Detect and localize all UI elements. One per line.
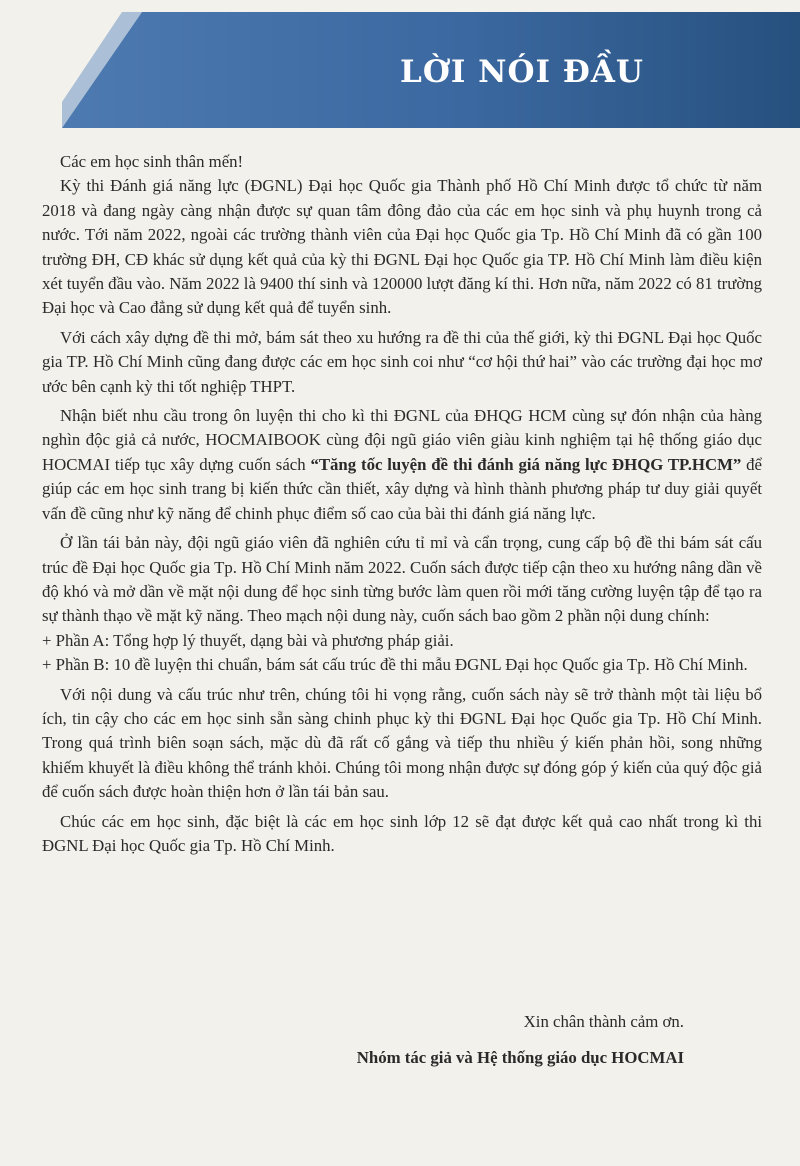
part-b-item: + Phần B: 10 đề luyện thi chuẩn, bám sát cấu trúc đề thi mẫu ĐGNL Đại học Quốc gia Tp. Hồ Chí Minh. — [42, 655, 748, 675]
paragraph-4: Ở lần tái bản này, đội ngũ giáo viên đã nghiên cứu tỉ mỉ và cẩn trọng, cung cấp bộ đề thi bám sát cấu trúc đề Đại học Quốc gia Tp. Hồ Chí Minh năm 2022. Cuốn sách được tiếp cận theo xu hướng nâng dần về độ khó và mở dần về mặt nội dung để học sinh từng bước làm quen rồi mới tăng cường luyện tập để tạo ra sự thành thạo về mặt kỹ năng. Theo mạch nội dung này, cuốn sách bao gồm 2 phần nội dung chính: — [42, 533, 762, 626]
header-banner — [62, 12, 800, 130]
paragraph-6: Chúc các em học sinh, đặc biệt là các em học sinh lớp 12 sẽ đạt được kết quả cao nhất trong kì thi ĐGNL Đại học Quốc gia Tp. Hồ Chí Minh. — [42, 811, 762, 855]
paragraph-3 — [42, 404, 762, 526]
signature: Nhóm tác giả và Hệ thống giáo dục HOCMAI — [356, 1048, 684, 1067]
greeting: Các em học sinh thân mến! — [60, 152, 244, 171]
page-title: LỜI NÓI ĐẦU — [400, 54, 644, 90]
paragraph-3-intro: Nhận biết nhu cầu trong ôn luyện thi cho kì thi ĐGNL của ĐHQG HCM cùng sự đón nhận của hàng nghìn độc giả cả nước, HOCMAIBOOK cùng đội ngũ giáo viên giàu kinh nghiệm tại hệ thống giáo dục HOCMAI tiếp tục xây dựng cuốn sách — [42, 406, 762, 474]
closing-line: Xin chân thành cảm ơn. — [523, 1012, 684, 1031]
book-title: “Tăng tốc luyện đề thi đánh giá năng lực ĐHQG TP.HCM” — [310, 454, 742, 474]
preface-body — [42, 150, 762, 858]
part-a-item: + Phần A: Tổng hợp lý thuyết, dạng bài và phương pháp giải. — [42, 630, 454, 650]
paragraph-5: Với nội dung và cấu trúc như trên, chúng tôi hi vọng rằng, cuốn sách này sẽ trở thành một tài liệu bổ ích, tin cậy cho các em học sinh sẵn sàng chinh phục kỳ thi ĐGNL Đại học Quốc gia Tp. Hồ Chí Minh. Trong quá trình biên soạn sách, mặc dù đã rất cố gắng và tiếp thu nhiều ý kiến phản hồi, song những khiếm khuyết là điều không thể tránh khỏi. Chúng tôi mong nhận được sự đóng góp ý kiến của quý độc giả để cuốn sách được hoàn thiện hơn ở lần tái bản sau. — [42, 684, 762, 802]
paragraph-2: Với cách xây dựng đề thi mở, bám sát theo xu hướng ra đề thi của thế giới, kỳ thi ĐGNL Đại học Quốc gia TP. Hồ Chí Minh cũng đang được các em học sinh coi như “cơ hội thứ hai” vào các trường đại học mơ ước bên cạnh kỳ thi tốt nghiệp THPT. — [42, 327, 762, 396]
paragraph-3-end: để giúp các em học sinh trang bị kiến thức cần thiết, xây dựng và hình thành phương pháp tư duy giải quyết vấn đề cũng như kỹ năng để chinh phục điểm số cao của bài thi đánh giá năng lực. — [42, 454, 762, 523]
paragraph-1: Kỳ thi Đánh giá năng lực (ĐGNL) Đại học Quốc gia Thành phố Hồ Chí Minh được tổ chức từ năm 2018 và đang ngày càng nhận được sự quan tâm đông đảo của các em học sinh và phụ huynh trong cả nước. Tới năm 2022, ngoài các trường thành viên của Đại học Quốc gia Tp. Hồ Chí Minh đã có gần 100 trường ĐH, CĐ khác sử dụng kết quả của kỳ thi ĐGNL Đại học Quốc gia TP. Hồ Chí Minh làm điều kiện xét tuyển đầu vào. Năm 2022 là 9400 thí sinh và 120000 lượt đăng kí thi. Hơn nữa, năm 2022 có 81 trường Đại học và Cao đẳng sử dụng kết quả để tuyển sinh. — [42, 176, 762, 318]
